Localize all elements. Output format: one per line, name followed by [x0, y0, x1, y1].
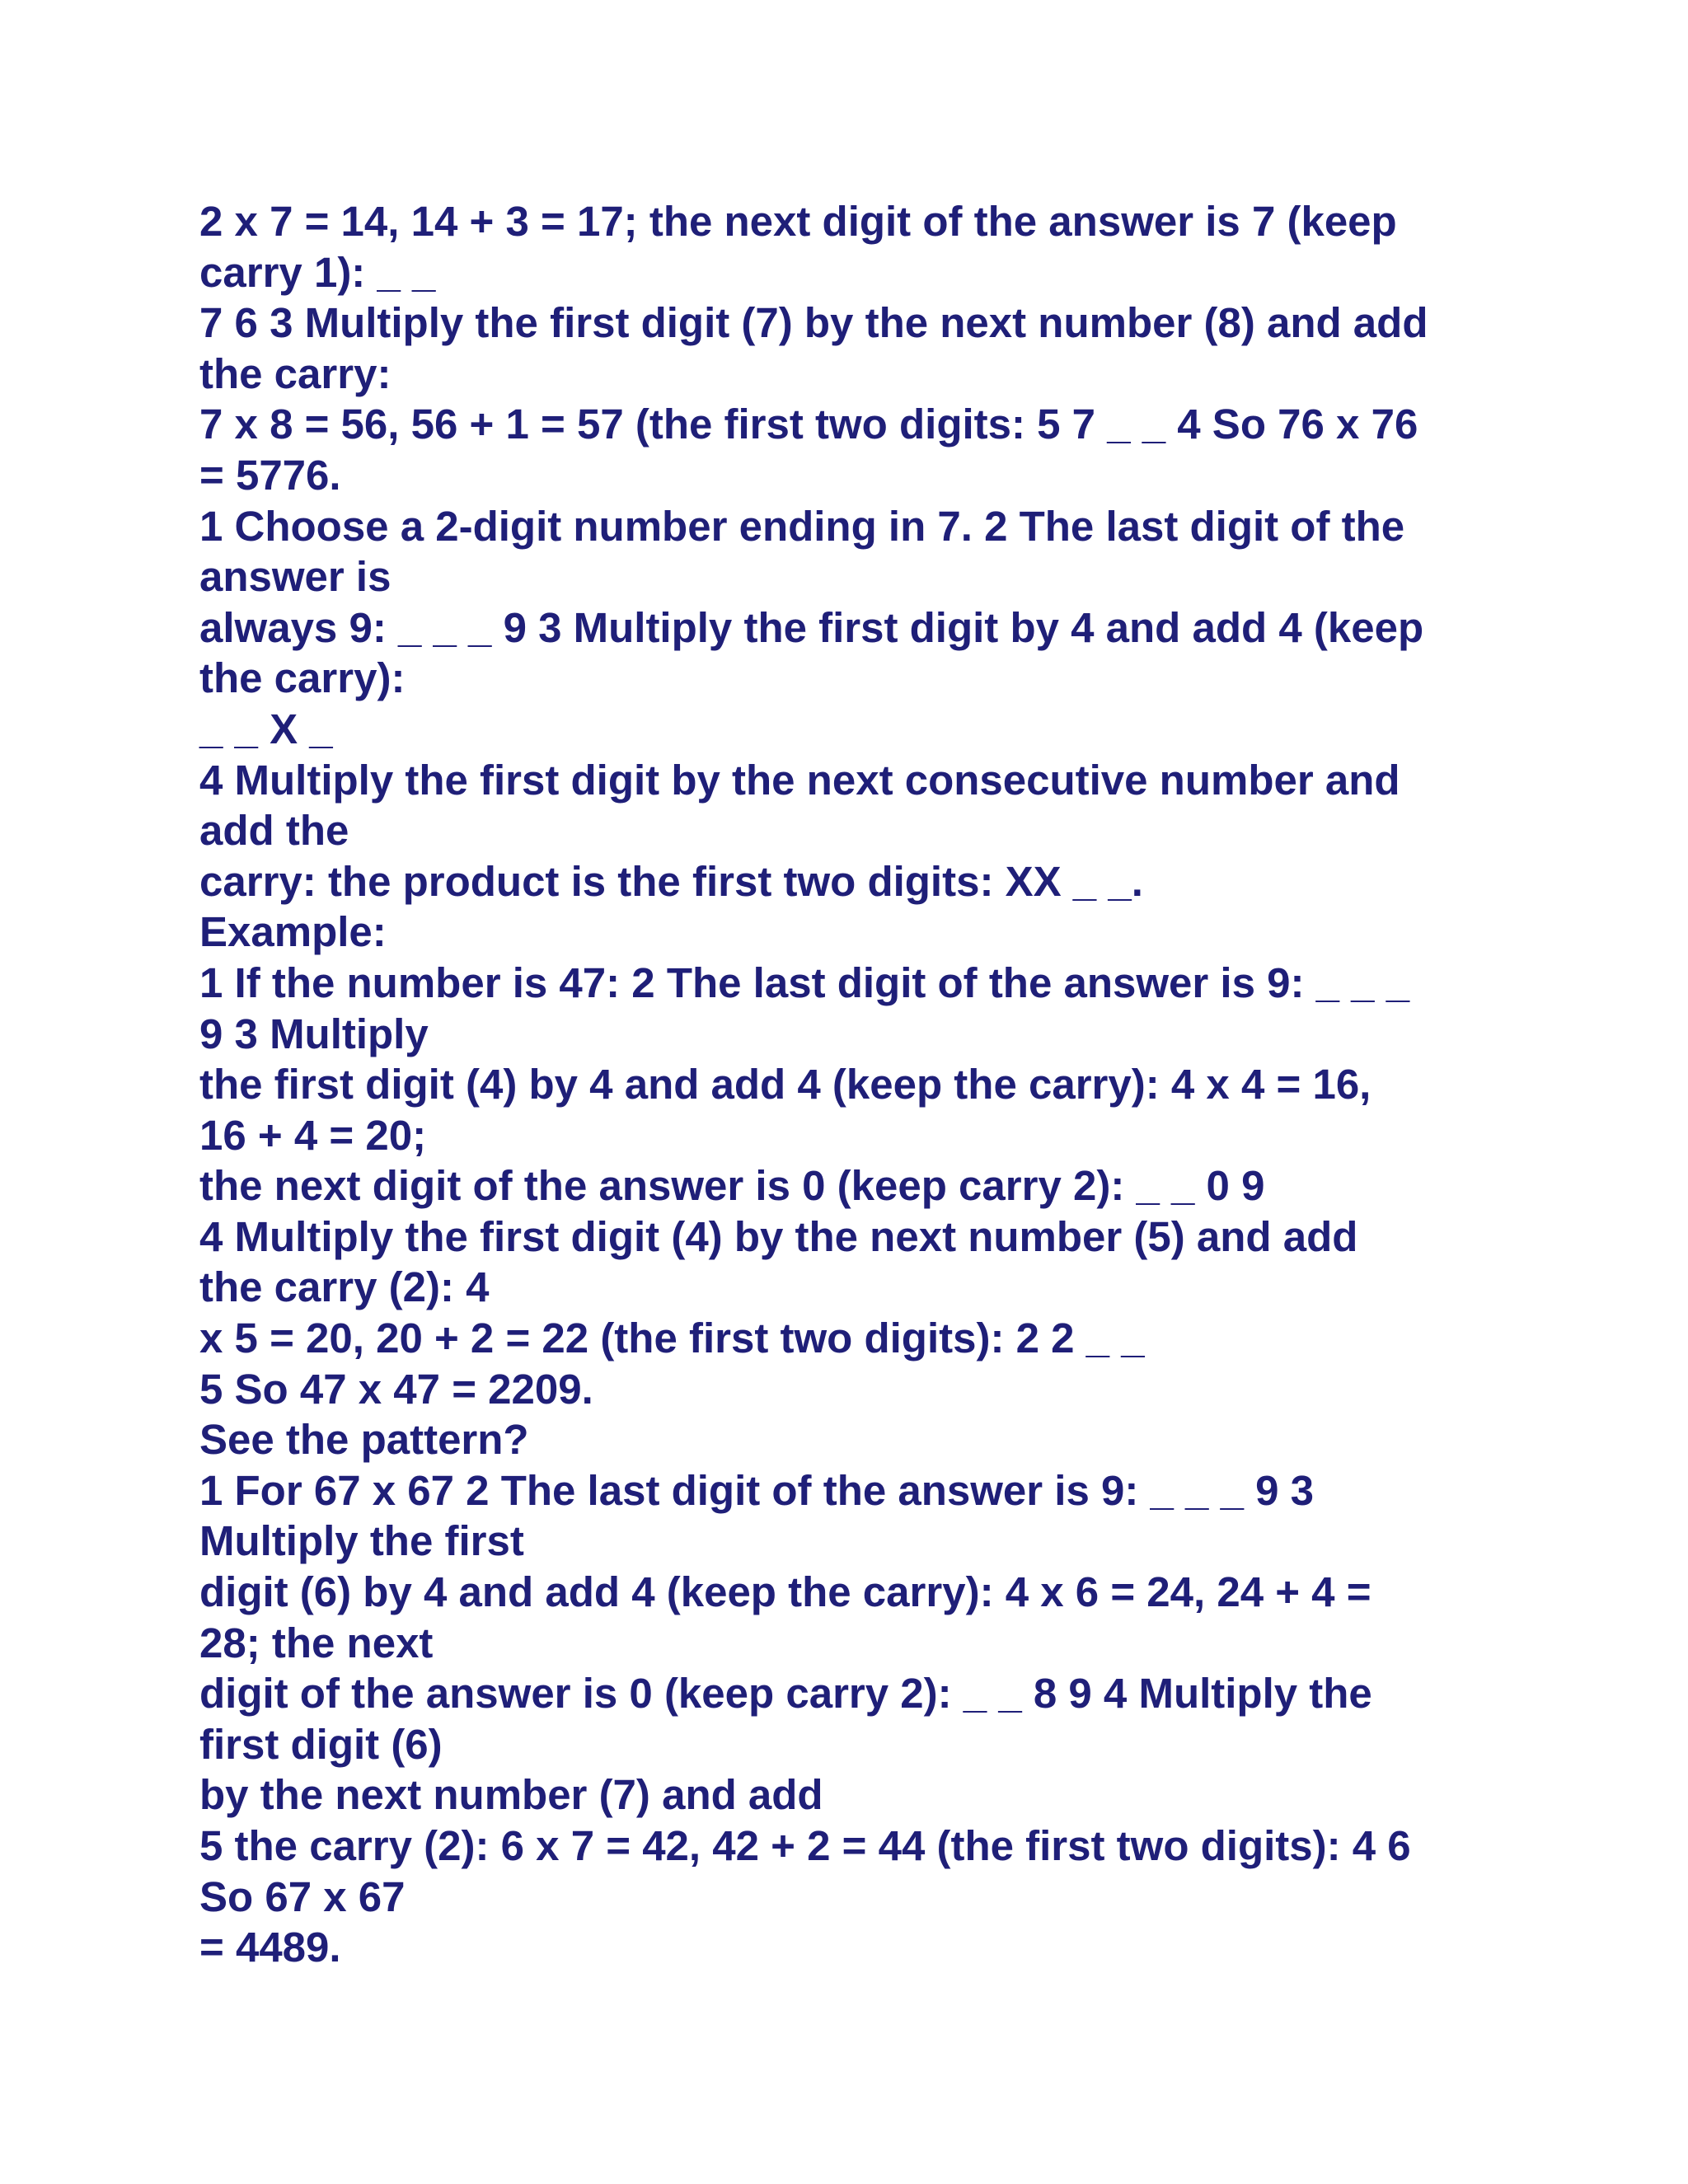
text-line: = 4489.	[199, 1924, 341, 1971]
text-line: 7 6 3 Multiply the first digit (7) by the next number (8) and add	[199, 299, 1428, 347]
text-line: 5 So 47 x 47 = 2209.	[199, 1365, 593, 1413]
text-line: 7 x 8 = 56, 56 + 1 = 57 (the first two digits: 5 7 _ _ 4 So 76 x 76	[199, 401, 1418, 448]
text-line: the carry):	[199, 654, 406, 702]
text-line: 5 the carry (2): 6 x 7 = 42, 42 + 2 = 44 (the first two digits): 4 6	[199, 1822, 1411, 1869]
text-line: 1 If the number is 47: 2 The last digit of the answer is 9: _ _ _	[199, 958, 1410, 1006]
text-line: first digit (6)	[199, 1720, 443, 1768]
text-line: = 5776.	[199, 451, 341, 499]
text-line: x 5 = 20, 20 + 2 = 22 (the first two digits): 2 2 _ _	[199, 1315, 1145, 1362]
text-line: add the	[199, 807, 349, 855]
text-line: digit (6) by 4 and add 4 (keep the carry): 4 x 6 = 24, 24 + 4 =	[199, 1568, 1372, 1616]
text-line: 9 3 Multiply	[199, 1010, 429, 1057]
text-line: the carry (2): 4	[199, 1263, 490, 1311]
text-line: the next digit of the answer is 0 (keep carry 2): _ _ 0 9	[199, 1162, 1265, 1210]
text-line: 1 Choose a 2-digit number ending in 7. 2 The last digit of the	[199, 502, 1405, 550]
text-line: See the pattern?	[199, 1416, 529, 1464]
text-line: 2 x 7 = 14, 14 + 3 = 17; the next digit of the answer is 7 (keep	[199, 198, 1397, 245]
text-line: carry: the product is the first two digits: XX _ _.	[199, 857, 1143, 905]
text-line: carry 1): _ _	[199, 248, 436, 296]
text-line: by the next number (7) and add	[199, 1771, 823, 1819]
text-line: Multiply the first	[199, 1517, 524, 1565]
text-line: 4 Multiply the first digit (4) by the next number (5) and add	[199, 1212, 1358, 1260]
text-line: Example:	[199, 908, 387, 956]
text-line: always 9: _ _ _ 9 3 Multiply the first digit by 4 and add 4 (keep	[199, 603, 1424, 651]
text-line: 1 For 67 x 67 2 The last digit of the answer is 9: _ _ _ 9 3	[199, 1466, 1315, 1514]
text-line: the carry:	[199, 349, 392, 397]
text-line: 28; the next	[199, 1619, 434, 1666]
text-line: answer is	[199, 553, 392, 601]
text-line: 16 + 4 = 20;	[199, 1111, 427, 1159]
text-line: 4 Multiply the first digit by the next consecutive number and	[199, 756, 1400, 804]
text-line: So 67 x 67	[199, 1872, 406, 1920]
text-line: digit of the answer is 0 (keep carry 2): _ _ 8 9 4 Multiply the	[199, 1670, 1372, 1718]
text-line: _ _ X _	[199, 705, 333, 752]
text-line: the first digit (4) by 4 and add 4 (keep the carry): 4 x 4 = 16,	[199, 1061, 1372, 1108]
body-text	[199, 196, 1518, 1973]
